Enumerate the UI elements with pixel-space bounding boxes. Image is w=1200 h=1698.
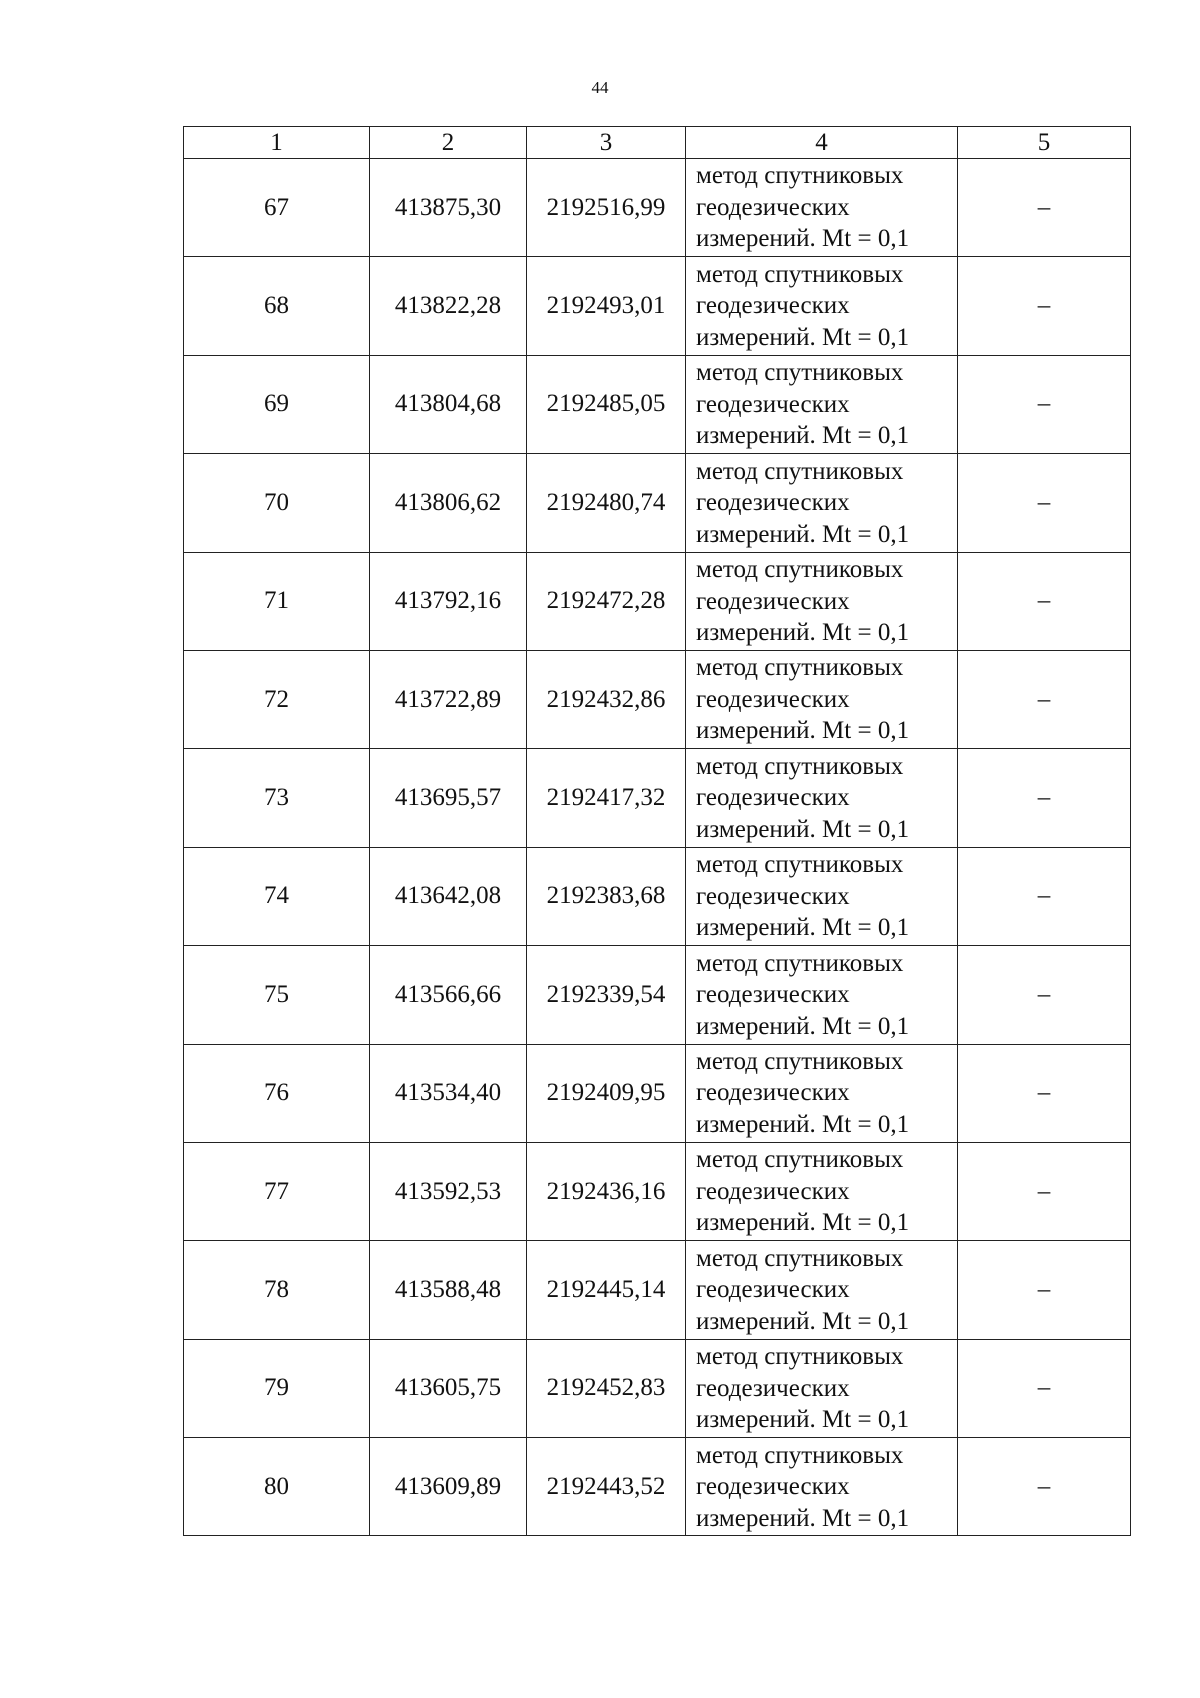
point-number-cell: 72 <box>184 650 370 748</box>
table-row <box>184 355 1131 453</box>
x-coordinate-cell: 413605,75 <box>370 1339 527 1437</box>
method-line: измерений. Mt = 0,1 <box>696 815 910 843</box>
method-line: измерений. Mt = 0,1 <box>696 520 910 548</box>
column-header-3: 3 <box>527 127 686 159</box>
page-number: 44 <box>591 78 609 97</box>
table-row <box>184 1339 1131 1437</box>
x-coordinate-cell: 413592,53 <box>370 1142 527 1240</box>
method-line: метод спутниковых <box>696 752 904 780</box>
method-cell <box>686 454 958 552</box>
method-cell <box>686 355 958 453</box>
note-cell: – <box>958 650 1131 748</box>
method-cell <box>686 1339 958 1437</box>
point-number-cell: 70 <box>184 454 370 552</box>
note-cell: – <box>958 1142 1131 1240</box>
method-line: геодезических <box>696 390 850 418</box>
note-cell: – <box>958 454 1131 552</box>
method-line: геодезических <box>696 193 850 221</box>
point-number-cell: 75 <box>184 946 370 1044</box>
method-line: измерений. Mt = 0,1 <box>696 914 910 942</box>
note-cell: – <box>958 1339 1131 1437</box>
method-line: геодезических <box>696 292 850 320</box>
method-line: измерений. Mt = 0,1 <box>696 323 910 351</box>
table-row <box>184 847 1131 945</box>
point-number-cell: 68 <box>184 257 370 355</box>
y-coordinate-cell: 2192480,74 <box>527 454 686 552</box>
method-line: метод спутниковых <box>696 654 904 682</box>
table-row <box>184 454 1131 552</box>
method-cell <box>686 1438 958 1536</box>
point-number-cell: 78 <box>184 1241 370 1339</box>
method-line: метод спутниковых <box>696 260 904 288</box>
y-coordinate-cell: 2192432,86 <box>527 650 686 748</box>
method-line: измерений. Mt = 0,1 <box>696 225 910 253</box>
method-cell <box>686 946 958 1044</box>
method-line: измерений. Mt = 0,1 <box>696 1307 910 1335</box>
note-cell: – <box>958 355 1131 453</box>
method-line: метод спутниковых <box>696 359 904 387</box>
method-line: метод спутниковых <box>696 1047 904 1075</box>
method-cell <box>686 847 958 945</box>
y-coordinate-cell: 2192452,83 <box>527 1339 686 1437</box>
column-header-4: 4 <box>686 127 958 159</box>
x-coordinate-cell: 413804,68 <box>370 355 527 453</box>
x-coordinate-cell: 413642,08 <box>370 847 527 945</box>
method-cell <box>686 1142 958 1240</box>
point-number-cell: 76 <box>184 1044 370 1142</box>
x-coordinate-cell: 413822,28 <box>370 257 527 355</box>
y-coordinate-cell: 2192409,95 <box>527 1044 686 1142</box>
table-row <box>184 1438 1131 1536</box>
x-coordinate-cell: 413792,16 <box>370 552 527 650</box>
note-cell: – <box>958 847 1131 945</box>
y-coordinate-cell: 2192436,16 <box>527 1142 686 1240</box>
y-coordinate-cell: 2192417,32 <box>527 749 686 847</box>
y-coordinate-cell: 2192516,99 <box>527 159 686 257</box>
method-line: геодезических <box>696 784 850 812</box>
note-cell: – <box>958 1241 1131 1339</box>
note-cell: – <box>958 946 1131 1044</box>
column-header-1: 1 <box>184 127 370 159</box>
method-line: геодезических <box>696 1177 850 1205</box>
point-number-cell: 74 <box>184 847 370 945</box>
table-header-row <box>184 127 1131 159</box>
method-line: геодезических <box>696 1473 850 1501</box>
method-line: метод спутниковых <box>696 162 904 190</box>
method-line: метод спутниковых <box>696 1244 904 1272</box>
point-number-cell: 69 <box>184 355 370 453</box>
y-coordinate-cell: 2192493,01 <box>527 257 686 355</box>
method-line: измерений. Mt = 0,1 <box>696 422 910 450</box>
y-coordinate-cell: 2192485,05 <box>527 355 686 453</box>
method-line: метод спутниковых <box>696 556 904 583</box>
method-line: геодезических <box>696 882 850 910</box>
method-line: метод спутниковых <box>696 1343 904 1371</box>
method-line: геодезических <box>696 587 850 615</box>
method-line: геодезических <box>696 489 850 517</box>
table-row <box>184 552 1131 650</box>
method-line: геодезических <box>696 981 850 1009</box>
method-cell <box>686 1044 958 1142</box>
y-coordinate-cell: 2192443,52 <box>527 1438 686 1536</box>
table-row <box>184 1044 1131 1142</box>
x-coordinate-cell: 413609,89 <box>370 1438 527 1536</box>
note-cell: – <box>958 1044 1131 1142</box>
point-number-cell: 67 <box>184 159 370 257</box>
table-body <box>184 127 1131 1536</box>
x-coordinate-cell: 413722,89 <box>370 650 527 748</box>
method-cell <box>686 159 958 257</box>
point-number-cell: 73 <box>184 749 370 847</box>
method-cell <box>686 257 958 355</box>
method-cell <box>686 650 958 748</box>
method-line: измерений. Mt = 0,1 <box>696 1110 910 1138</box>
table-row <box>184 257 1131 355</box>
method-line: метод спутниковых <box>696 851 904 879</box>
table-row <box>184 1142 1131 1240</box>
table-row <box>184 159 1131 257</box>
x-coordinate-cell: 413566,66 <box>370 946 527 1044</box>
coordinates-table <box>183 126 1131 1536</box>
table-row <box>184 946 1131 1044</box>
method-line: измерений. Mt = 0,1 <box>696 619 910 646</box>
method-cell <box>686 749 958 847</box>
method-line: измерений. Mt = 0,1 <box>696 1209 910 1237</box>
x-coordinate-cell: 413875,30 <box>370 159 527 257</box>
table-row <box>184 1241 1131 1339</box>
y-coordinate-cell: 2192339,54 <box>527 946 686 1044</box>
method-line: геодезических <box>696 685 850 713</box>
x-coordinate-cell: 413695,57 <box>370 749 527 847</box>
column-header-2: 2 <box>370 127 527 159</box>
note-cell: – <box>958 1438 1131 1536</box>
method-cell <box>686 552 958 650</box>
method-line: измерений. Mt = 0,1 <box>696 1012 910 1040</box>
x-coordinate-cell: 413534,40 <box>370 1044 527 1142</box>
method-line: измерений. Mt = 0,1 <box>696 1504 910 1532</box>
y-coordinate-cell: 2192445,14 <box>527 1241 686 1339</box>
method-line: геодезических <box>696 1276 850 1304</box>
point-number-cell: 71 <box>184 552 370 650</box>
method-cell <box>686 1241 958 1339</box>
table-row <box>184 650 1131 748</box>
y-coordinate-cell: 2192472,28 <box>527 552 686 650</box>
method-line: метод спутниковых <box>696 457 904 485</box>
point-number-cell: 80 <box>184 1438 370 1536</box>
x-coordinate-cell: 413588,48 <box>370 1241 527 1339</box>
column-header-5: 5 <box>958 127 1131 159</box>
method-line: измерений. Mt = 0,1 <box>696 1406 910 1434</box>
method-line: геодезических <box>696 1079 850 1107</box>
note-cell: – <box>958 257 1131 355</box>
method-line: метод спутниковых <box>696 1441 904 1469</box>
y-coordinate-cell: 2192383,68 <box>527 847 686 945</box>
method-line: измерений. Mt = 0,1 <box>696 717 910 745</box>
table-row <box>184 749 1131 847</box>
x-coordinate-cell: 413806,62 <box>370 454 527 552</box>
note-cell: – <box>958 159 1131 257</box>
note-cell: – <box>958 552 1131 650</box>
method-line: метод спутниковых <box>696 1146 904 1174</box>
method-line: метод спутниковых <box>696 949 904 977</box>
point-number-cell: 79 <box>184 1339 370 1437</box>
point-number-cell: 77 <box>184 1142 370 1240</box>
note-cell: – <box>958 749 1131 847</box>
method-line: геодезических <box>696 1374 850 1402</box>
